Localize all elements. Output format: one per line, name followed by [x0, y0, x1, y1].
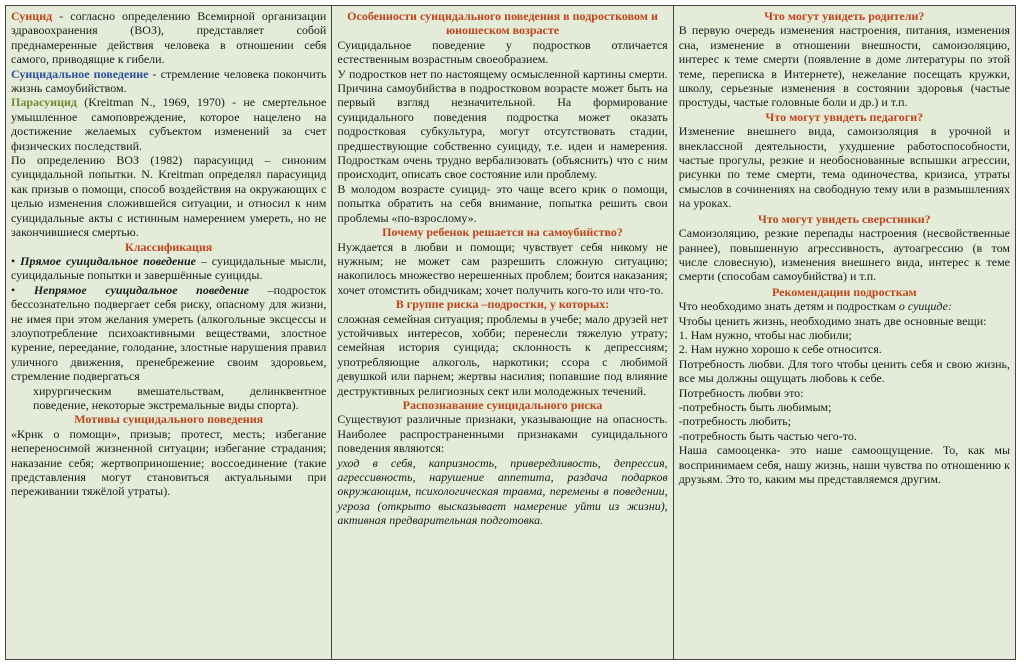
who-definition: По определению ВОЗ (1982) парасуицид – синоним суицидальной попытки. N. Kreitman определял парасуицид как призыв о помощи, способ воздействия на окружающих с целью изменения сложившейся ситуации, и относил к ним суицидальные акты с истинным намерением умереть, но не закончившиеся смертью. — [11, 153, 327, 240]
heading-teachers: Что могут увидеть педагоги? — [765, 109, 924, 124]
features-paragraph-3: В молодом возрасте суицид- это чаще всего крик о помощи, попытка обратить на себя внимание, попытка решить свои проблемы «по-взрослому». — [337, 181, 668, 225]
features-paragraph-1: Суицидальное поведение у подростков отличается естественным возрастным своеобразием. — [337, 37, 668, 67]
risk-signs-list: уход в себя, капризность, привередливость, депрессия, агрессивность, нарушение аппетита, раздача подарков окружающим, психологическая травма, перемены в поведении, угроза (открыто высказывает намерение уйти из жизни), активная предварительная подготовка. — [337, 455, 668, 528]
why-text: Нуждается в любви и помощи; чувствует себя никому не нужным; не может сам разрешить сложную ситуацию; накопилось множество нерешенных проблем; боится наказания; хочет отомстить обидчикам; хочет получить кого-то или что-то. — [337, 239, 668, 297]
classification-direct — [11, 254, 326, 283]
heading-parents: Что могут увидеть родители? — [764, 9, 925, 23]
heading-peers: Что могут увидеть сверстники? — [758, 211, 931, 226]
term-suicidal-behavior: Суицидальное поведение — [11, 66, 149, 81]
definition-parasuicide — [11, 95, 326, 153]
recommendations-paragraph-1: Чтобы ценить жизнь, необходимо знать две основные вещи: — [678, 313, 987, 328]
classification-indirect-continued: хирургическим вмешательствам, делинквентное поведение, некоторые экстремальные виды спорта). — [33, 383, 327, 412]
heading-recommendations: Рекомендации подросткам — [772, 284, 917, 299]
term-indirect-behavior: Непрямое суицидальное поведение — [33, 282, 250, 297]
recommendations-list-item: 1. Нам нужно, чтобы нас любили; — [678, 327, 852, 342]
heading-motives: Мотивы суицидального поведения — [74, 412, 264, 427]
info-leaflet — [5, 5, 1016, 660]
heading-why: Почему ребенок решается на самоубийство? — [382, 225, 623, 240]
motives-text: «Крик о помощи», призыв; протест, месть; избегание непереносимой жизненной ситуации; избегание страдания; наказание себя; жертвоприношение; воссоединение (такие представления могут становиться актуальными при переживании тяжёлой утраты). — [11, 426, 327, 499]
recommendations-paragraph-4: Наша самооценка- это наше самоощущение. То, как мы воспринимаем себя, нашу жизнь, наши чувства по отношению к друзьям. Это то, каким мы представляемся другим. — [678, 443, 1011, 486]
definition-parasuicide-text: (Kreitman N., 1969, 1970) - не смертельное умышленное самоповреждение, которое нацелено на достижение желаемых субъектом изменений за счет физических последствий. — [11, 95, 327, 153]
bullet: • — [11, 253, 21, 268]
bullet: • — [11, 282, 34, 297]
recommendations-intro — [679, 299, 1010, 313]
recommendations-paragraph-2: Потребность любви. Для того чтобы ценить себя и свою жизнь, все мы должны ощущать любовь к себе. — [678, 356, 1011, 386]
classification-indirect — [11, 283, 326, 384]
recommendations-dash-item: -потребность быть любимым; — [678, 399, 832, 414]
column-definitions — [6, 6, 332, 659]
recommendations-dash-item: -потребность любить; — [678, 414, 792, 429]
recommendations-paragraph-3: Потребность любви это: — [678, 385, 804, 400]
recommendations-intro-text: Что необходимо знать детям и подросткам — [678, 299, 899, 314]
teachers-text: Изменение внешнего вида, самоизоляция в урочной и внеклассной деятельности, ухудшение работоспособности, частые прогулы, резкие и необоснованные вспышки агрессии, рисунки по теме смерти, тема одиночества, кризиса, утраты смыслов в сочинениях на свободную тему или в размышлениях на уроках. — [678, 124, 1011, 211]
recommendations-dash-item: -потребность быть частью чего-то. — [678, 428, 857, 443]
heading-classification: Классификация — [125, 239, 213, 254]
term-parasuicide: Парасуицид — [11, 95, 77, 110]
definition-suicide — [11, 9, 326, 67]
definition-suicidal-behavior — [11, 67, 326, 96]
term-suicide: Суицид — [11, 9, 53, 23]
risk-recognition-text: Существуют различные признаки, указывающие на опасность. Наиболее распространенными признаками суицидального поведения являются: — [337, 412, 668, 456]
classification-direct-text: – суицидальные мысли, суицидальные попытки и завершённые суициды. — [11, 253, 327, 283]
column-observations — [674, 6, 1015, 659]
risk-group-text: сложная семейная ситуация; проблемы в учебе; мало друзей нет устойчивых интересов, хобби; перенесли тяжелую утрату; семейная история суицида; склонность к депрессиям; употребляющие алкоголь, наркотики; ссора с любимой девушкой или парнем; жертвы насилия; попавшие под влияние деструктивных религиозных сект или молодежных течений. — [337, 311, 668, 398]
classification-indirect-text: –подросток бессознательно подвергает себя риску, опасному для жизни, не имея при этом желания умереть (алкогольные эксцессы и злоупотребление психоактивными веществами, злостное курение, переедание, голодание, злостные нарушения правил уличного движения, пренебрежение своим здоровьем, стремление подвергаться — [11, 282, 327, 384]
heading-features: Особенности суицидального поведения в подростковом и юношеском возрасте — [347, 9, 658, 38]
peers-text: Самоизоляцию, резкие перепады настроения (несвойственные раннее), повышенную агрессивность, аутоагрессию (в том числе словесную), изменения внешнего вида, интерес к теме смерти (способам самоубийства) и т.п. — [678, 226, 1011, 284]
column-adolescent-features — [332, 6, 673, 659]
recommendations-list-item: 2. Нам нужно хорошо к себе относится. — [678, 342, 882, 357]
definition-suicidal-behavior-text: - стремление человека покончить жизнь самоубийством. — [11, 66, 327, 96]
features-paragraph-2: У подростков нет по настоящему осмысленной картины смерти. Причина самоубийства в подростковом возрасте может быть на первый взгляд незначительной. На формирование суицидального поведения подростка может оказать подростковая субкультура, могут отсутствовать стадии, предшествующие собственно суициду, т.е. идеи и намерения. Подросткам очень трудно вербализовать (объяснить) что с ним происходит, описать свое состояние или проблему. — [337, 66, 668, 182]
heading-risk-group: В группе риска –подростки, у которых: — [395, 297, 610, 312]
heading-risk-recognition: Распознавание суицидального риска — [402, 397, 603, 412]
definition-suicide-text: - согласно определению Всемирной организации здравоохранения (ВОЗ), представляет собой преднамеренные действия человека в отношении себя самого, приводящие к гибели. — [11, 9, 327, 67]
recommendations-intro-italic: о суициде: — [898, 299, 952, 314]
parents-text: В первую очередь изменения настроения, питания, изменения сна, изменение в отношении внешности, самоизоляцию, интерес к теме смерти (появление в доме литературы по этой теме, переписка в Интернете), нежелание посещать кружки, школу, серьезные изменения в состоянии здоровья (частые простуды, частые головные боли и др.) и т.п. — [678, 23, 1011, 110]
term-direct-behavior: Прямое суицидальное поведение — [20, 253, 196, 268]
